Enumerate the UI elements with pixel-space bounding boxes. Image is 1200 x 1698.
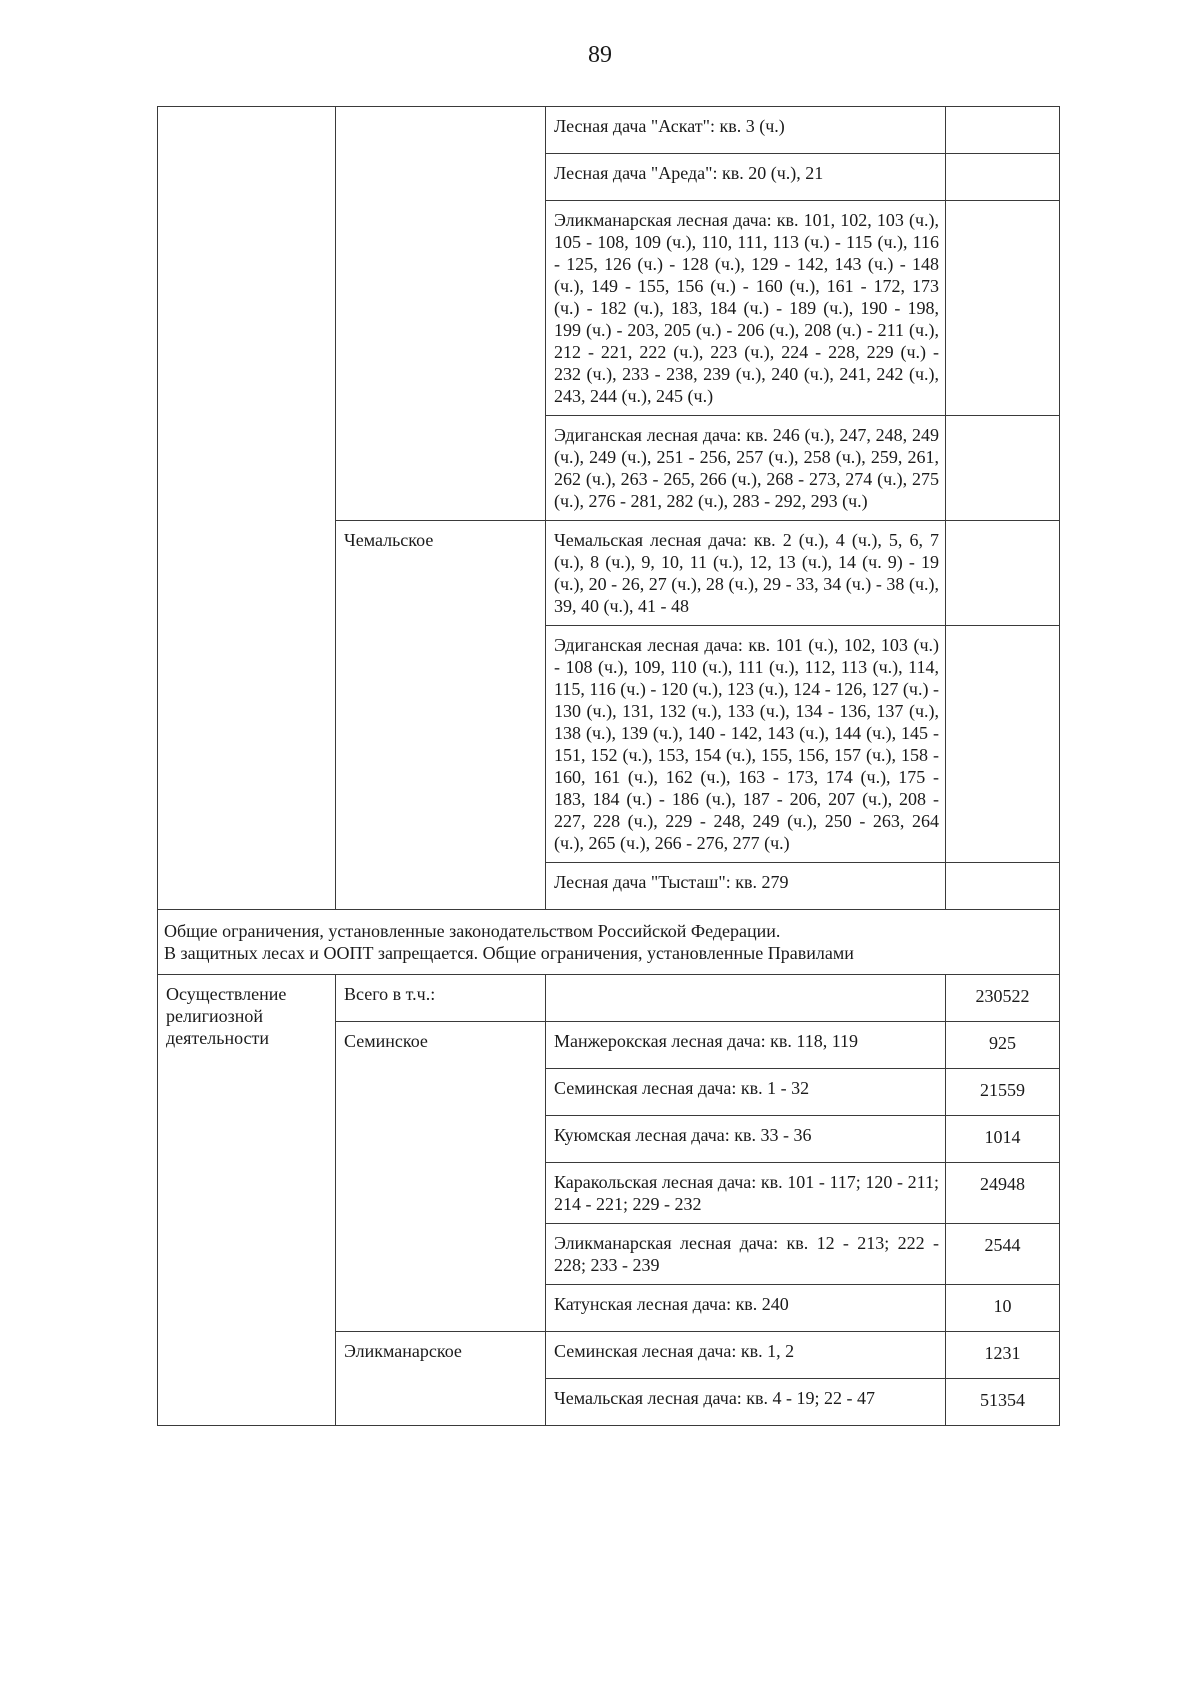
- total-label-cell: Всего в т.ч.:: [336, 975, 546, 1022]
- area-value-cell: 51354: [946, 1379, 1060, 1426]
- general-restrictions-row: [158, 910, 1060, 975]
- forest-area-cell: Чемальская лесная дача: кв. 4 - 19; 22 - 47: [546, 1379, 946, 1426]
- district-cell-empty: [336, 107, 546, 521]
- forest-area-cell: Эдиганская лесная дача: кв. 246 (ч.), 247, 248, 249 (ч.), 249 (ч.), 251 - 256, 257 (ч.), 258 (ч.), 259, 261, 262 (ч.), 263 - 265, 266 (ч.), 268 - 273, 274 (ч.), 275 (ч.), 276 - 281, 282 (ч.), 283 - 292, 293 (ч.): [546, 416, 946, 521]
- total-value-cell: 230522: [946, 975, 1060, 1022]
- area-value-cell: [946, 626, 1060, 863]
- forest-area-cell-empty: [546, 975, 946, 1022]
- area-value-cell: [946, 154, 1060, 201]
- area-value-cell: 24948: [946, 1163, 1060, 1224]
- area-value-cell: 1231: [946, 1332, 1060, 1379]
- table-row: [158, 107, 1060, 154]
- area-value-cell: 10: [946, 1285, 1060, 1332]
- area-value-cell: 925: [946, 1022, 1060, 1069]
- forest-area-cell: Эдиганская лесная дача: кв. 101 (ч.), 102, 103 (ч.) - 108 (ч.), 109, 110 (ч.), 111 (ч.), 112, 113 (ч.), 114, 115, 116 (ч.) - 120 (ч.), 123 (ч.), 124 - 126, 127 (ч.) - 130 (ч.), 131, 132 (ч.), 133 (ч.), 134 - 136, 137 (ч.), 138 (ч.), 139 (ч.), 140 - 142, 143 (ч.), 144 (ч.), 145 - 151, 152 (ч.), 153, 154 (ч.), 155, 156, 157 (ч.), 158 - 160, 161 (ч.), 162 (ч.), 163 - 173, 174 (ч.), 175 - 183, 184 (ч.) - 186 (ч.), 187 - 206, 207 (ч.), 208 - 227, 228 (ч.), 229 - 248, 249 (ч.), 250 - 263, 264 (ч.), 265 (ч.), 266 - 276, 277 (ч.): [546, 626, 946, 863]
- forest-area-cell: Семинская лесная дача: кв. 1, 2: [546, 1332, 946, 1379]
- forest-area-cell: Лесная дача "Тысташ": кв. 279: [546, 863, 946, 910]
- activity-cell-empty: [158, 107, 336, 910]
- activity-cell: Осуществление религиозной деятельности: [158, 975, 336, 1426]
- district-cell: Эликманарское: [336, 1332, 546, 1426]
- area-value-cell: 2544: [946, 1224, 1060, 1285]
- area-value-cell: [946, 201, 1060, 416]
- forest-area-cell: Каракольская лесная дача: кв. 101 - 117; 120 - 211; 214 - 221; 229 - 232: [546, 1163, 946, 1224]
- forest-area-cell: Эликманарская лесная дача: кв. 101, 102, 103 (ч.), 105 - 108, 109 (ч.), 110, 111, 113 (ч.) - 115 (ч.), 116 - 125, 126 (ч.) - 128 (ч.), 129 - 142, 143 (ч.) - 148 (ч.), 149 - 155, 156 (ч.) - 160 (ч.), 161 - 172, 173 (ч.) - 182 (ч.), 183, 184 (ч.) - 189 (ч.), 190 - 198, 199 (ч.) - 203, 205 (ч.) - 206 (ч.), 208 (ч.) - 211 (ч.), 212 - 221, 222 (ч.), 223 (ч.), 224 - 228, 229 (ч.) - 232 (ч.), 233 - 238, 239 (ч.), 240 (ч.), 241, 242 (ч.), 243, 244 (ч.), 245 (ч.): [546, 201, 946, 416]
- district-cell: Чемальское: [336, 521, 546, 910]
- forest-area-cell: Чемальская лесная дача: кв. 2 (ч.), 4 (ч.), 5, 6, 7 (ч.), 8 (ч.), 9, 10, 11 (ч.), 12, 13 (ч.), 14 (ч. 9) - 19 (ч.), 20 - 26, 27 (ч.), 28 (ч.), 29 - 33, 34 (ч.) - 38 (ч.), 39, 40 (ч.), 41 - 48: [546, 521, 946, 626]
- restrictions-line-2: В защитных лесах и ООПТ запрещается. Общие ограничения, установленные Правилами: [164, 943, 854, 963]
- page-number: 89: [588, 42, 612, 68]
- forest-restrictions-table: [157, 106, 1060, 1426]
- area-value-cell: 1014: [946, 1116, 1060, 1163]
- forest-area-cell: Лесная дача "Аскат": кв. 3 (ч.): [546, 107, 946, 154]
- area-value-cell: [946, 521, 1060, 626]
- forest-area-cell: Семинская лесная дача: кв. 1 - 32: [546, 1069, 946, 1116]
- table-row: [158, 975, 1060, 1022]
- forest-area-cell: Лесная дача "Ареда": кв. 20 (ч.), 21: [546, 154, 946, 201]
- forest-area-cell: Манжерокская лесная дача: кв. 118, 119: [546, 1022, 946, 1069]
- restrictions-line-1: Общие ограничения, установленные законодательством Российской Федерации.: [164, 921, 781, 941]
- forest-area-cell: Эликманарская лесная дача: кв. 12 - 213; 222 - 228; 233 - 239: [546, 1224, 946, 1285]
- forest-area-cell: Катунская лесная дача: кв. 240: [546, 1285, 946, 1332]
- area-value-cell: [946, 416, 1060, 521]
- area-value-cell: [946, 863, 1060, 910]
- district-cell: Семинское: [336, 1022, 546, 1332]
- general-restrictions-cell: [158, 910, 1060, 975]
- forest-area-cell: Куюмская лесная дача: кв. 33 - 36: [546, 1116, 946, 1163]
- area-value-cell: 21559: [946, 1069, 1060, 1116]
- area-value-cell: [946, 107, 1060, 154]
